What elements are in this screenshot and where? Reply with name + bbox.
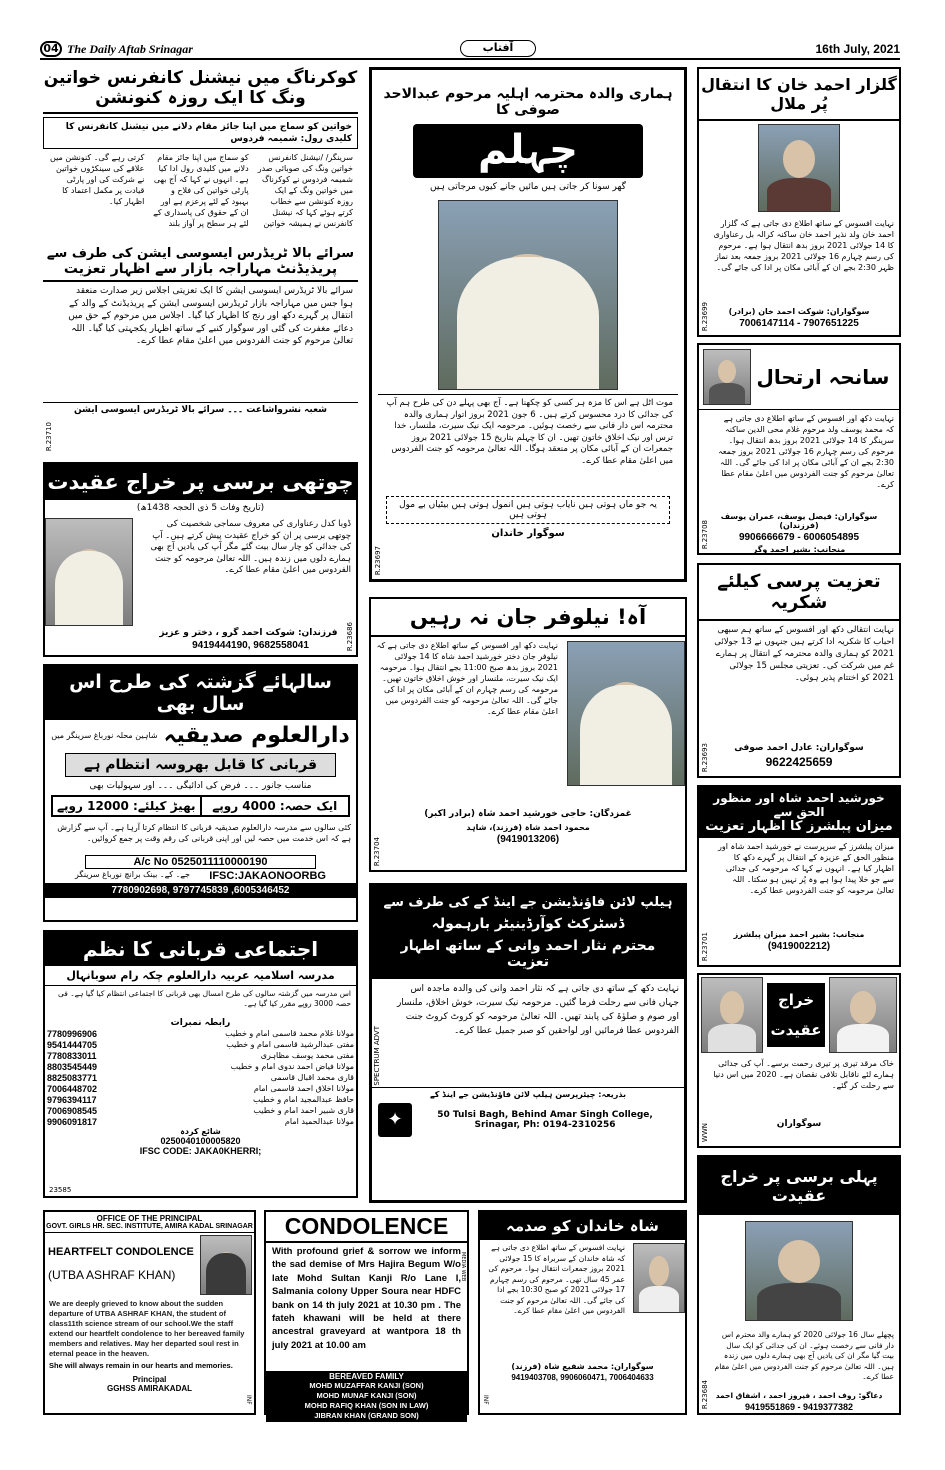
first-anniversary-heading: پہلی برسی پر خراج عقیدت — [699, 1157, 899, 1215]
principal-student-name: (UTBA ASHRAF KHAN) — [48, 1268, 176, 1282]
contact-phone: 8803545449 — [47, 1061, 98, 1072]
principal-sign: GGHSS AMIRAKADAL — [106, 1384, 193, 1393]
darululoom-qurbani: قربانی کا قابل بھروسہ انتظام ہے — [65, 753, 336, 777]
fourth-anniversary-sign: فرزندان: شوکت احمد گرو ، دختر و عزیز — [159, 628, 338, 638]
principal-condolence — [43, 1210, 256, 1415]
contact-name: قاری شبیر احمد امام و خطیب — [253, 1106, 354, 1115]
gulzar-phone: 7006147114 - 7907651225 — [739, 318, 859, 329]
contact-phone: 9541444705 — [47, 1039, 98, 1050]
fourth-anniversary-phone: 9419444190, 9682558041 — [192, 640, 309, 651]
helpline-condolence — [369, 883, 687, 1203]
contact-phone: 7780996906 — [47, 1028, 98, 1039]
contact-name: مفتی محمد یوسف مظاہری — [260, 1051, 354, 1060]
contact-row — [45, 1061, 356, 1072]
helpline-sign: بذریعہ: چیئرپرسن ہیلپ لائن فاؤنڈیشن جے اینڈ کے — [372, 1087, 684, 1101]
nilofar-sign: غمزدگان: حاجی خورشید احمد شاہ (برادر اکبر) — [424, 809, 632, 819]
darululoom-heading: سالہائے گزشتہ کی طرح اس سال بھی — [45, 666, 356, 720]
helpline-heading2: ڈسٹرکٹ کوآرڈینیٹر بارہمولہ — [431, 916, 625, 932]
first-anniversary-body: پچھلے سال 16 جولائی 2020 کو ہمارے والد محترم اس دار فانی سے رخصت ہوئے۔ ان کی جدائی کو ایک سال بیت گیا مگر ان کی یادیں آج بھی ہمارے دلوں میں زندہ ہیں۔ اللہ تعالیٰ مرحوم کو جنت الفردوس میں اعلیٰ مقام عطا کرے۔ — [714, 1330, 894, 1381]
masthead — [40, 40, 900, 60]
bar-society-body: سرائے بالا ٹریڈرس ایسوسی ایشن کا ایک تعزیتی اجلاس زیر صدارت منعقد ہوا جس میں مہاراجہ بازار ٹریڈرس ایسوسی ایشن کے پریذیڈنٹ کے والد کے انتقال پر گہرے دکھ اور رنج کا اظہار کیا گیا۔ اجلاس میں مرحوم کے حق میں دعائے مغفرت کی گئی اور سوگوار کنبے کے ساتھ اظہار یکجہتی کیا گیا۔ اللہ تعالیٰ مرحوم کو جنت الفردوس میں اعلیٰ مقام عطا کرے۔ — [68, 286, 353, 346]
helpline-address2: Srinagar, Ph: 0194-2310256 — [474, 1120, 616, 1130]
ijtemai-heading: اجتماعی قربانی کا نظم — [45, 932, 356, 966]
first-anniversary-tribute — [697, 1155, 901, 1415]
helpline-heading3: محترم نثار احمد وانی کے ساتھ اظہار تعزیت — [400, 938, 656, 970]
kokernag-heading: کوکرناگ میں نیشنل کانفرنس خواتین ونگ کا ایک روزہ کنونشن — [43, 67, 358, 114]
sanha-phone: 9906666679 - 6006054895 — [738, 532, 860, 543]
nilofar-code: R.23704 — [373, 836, 381, 866]
darululoom-note: مناسب جانور ۔۔۔ فرض کی ادائیگی ۔۔۔ اور سہولیات بھی — [89, 781, 312, 791]
publication-date: 16th July, 2021 — [815, 42, 900, 56]
family-member: JIBRAN KHAN (GRAND SON) — [314, 1411, 419, 1420]
contact-row — [45, 1050, 356, 1061]
ijtemai-contacts-table — [45, 1028, 356, 1127]
thanks-sign: سوگواران: عادل احمد صوفی — [734, 743, 864, 753]
contact-row — [45, 1083, 356, 1094]
fourth-anniversary-tribute — [43, 462, 358, 657]
principal-school: GOVT. GIRLS HR. SEC. INSTITUTE, AMIRA KADAL SRINAGAR — [45, 1223, 254, 1233]
shah-family-photo — [633, 1243, 685, 1313]
chehlum-title: چہلم — [413, 124, 643, 178]
helpline-spectrum: SPECTRUM ADVT — [373, 1026, 381, 1086]
ijtemai-acc-title: شائع کردہ — [180, 1127, 221, 1136]
darululoom-ifsc: IFSC:JAKAONOORBG — [209, 870, 326, 882]
small-tribute-sign: سوگواران — [776, 1119, 822, 1129]
darululoom-body: کئی سالوں سے مدرسہ دارالعلوم صدیقیہ قربانی کا انتظام کرتا آرہا ہے۔ آپ سے گزارش ہے کہ اس خدمت میں حصہ لیں اور اپنی قربانی کی رقم وقت پر جمع کروائیں۔ — [57, 823, 351, 843]
nilofar-phone: (9419013206) — [496, 834, 560, 845]
sanha-sign2: منجانب: بشیر احمد وگر — [752, 545, 846, 554]
contact-name: مولانا غلام محمد قاسمی امام و خطیب — [225, 1029, 354, 1038]
meezan-phone: (9419002212) — [767, 941, 831, 952]
gulzar-code: R.23699 — [701, 301, 709, 331]
fourth-anniversary-subheading: (تاریخ وفات 5 ذی الحجہ 1438ھ) — [136, 503, 265, 513]
ijtemai-code: 23585 — [49, 1186, 72, 1194]
small-tribute-code: WWN — [701, 1122, 709, 1142]
family-member: MOHD MUNAF KANJI (SON) — [316, 1391, 417, 1400]
meezan-sign: منجانب: بشیر احمد میزان پبلشرز — [733, 930, 865, 939]
shah-family-sign: سوگواران: محمد شفیع شاہ (فرزند) — [511, 1362, 654, 1371]
meezan-heading1: خورشید احمد شاہ اور منظور الحق سے — [713, 791, 885, 819]
fourth-anniversary-code: R.23686 — [346, 621, 354, 651]
kanji-family-list — [266, 1381, 467, 1421]
principal-code: INF — [245, 1395, 252, 1405]
contact-row — [45, 1028, 356, 1039]
bar-society-subheading: پریذیڈنٹ مہاراجہ بازار سے اظہار تعزیت — [63, 261, 338, 277]
page-number: 04 — [40, 41, 62, 57]
kokernag-body: سرینگر/ /نیشنل کانفرنس خواتین ونگ کی صوبائی صدر شمیمہ فردوس نے کوکرناگ میں خواتین ونگ کے ایک روزہ کنونشن سے خطاب کرتے ہوئے کہا کہ نیشنل کانفرنس نے ہمیشہ خواتین کو سماج میں اپنا جائز مقام دلانے میں کلیدی رول ادا کیا ہے۔ انہوں نے کہا کہ آج بھی پارٹی خواتین کی فلاح و بہبود کے لئے پرعزم ہے اور ان کے حقوق کی پاسداری کے لئے ہر سطح پر آواز بلند کرتی رہے گی۔ کنونشن میں علاقے کی سینکڑوں خواتین نے شرکت کی اور پارٹی قیادت پر مکمل اعتماد کا اظہار کیا۔ — [50, 153, 353, 229]
sanha-photo — [703, 349, 751, 405]
nilofar-sign2: محمود احمد شاہ (فرزند)، شاہد — [466, 823, 590, 832]
thanks-heading: تعزیت پرسی کیلئے شکریہ — [699, 565, 899, 621]
helpline-body: نہایت دکھ کے ساتھ دی جاتی ہے کہ نثار احمد وانی کی والدہ ماجدہ اس جہاں فانی سے رحلت فرما گئیں۔ مرحومہ نیک سیرت، خوش اخلاق، ملنسار اور صوم و صلوٰۃ کی پابند تھیں۔ اللہ تعالیٰ مرحومہ کو کروٹ کروٹ جنت الفردوس عطا فرمائیں اور لواحقین کو صبر جمیل عطا کرے۔ — [396, 984, 679, 1036]
darululoom-price2: بھیڑ کیلئے: 12000 روپے — [53, 797, 202, 815]
small-tribute-photo-right — [829, 977, 897, 1053]
ijtemai-intro: اس مدرسہ میں گزشتہ سالوں کی طرح امسال بھی قربانی کا اجتماعی انتظام کیا گیا ہے۔ فی حصہ 3000 روپے مقرر کیا گیا ہے۔ — [57, 989, 351, 1008]
helpline-logo-icon: ✦ — [378, 1103, 412, 1137]
kanji-condolence — [264, 1210, 469, 1420]
shah-family-heading: شاہ خاندان کو صدمہ — [480, 1212, 685, 1240]
ijtemai-contact-title: رابطہ نمبرات — [170, 1018, 231, 1028]
first-anniversary-photo — [745, 1221, 853, 1321]
principal-title: HEARTFELT CONDOLENCE — [48, 1246, 194, 1258]
kanji-body: With profound grief & sorrow we inform the sad demise of Mrs Hajira Begum W/o late Mohd Sultan Kanji R/o Lane I, Salmania colony Upper Soura near HDFC bank on 14 th july 2021 at 10.30 pm . The fateh khawani will be held at there ancestral graveyard at wantpora 18 th july 2021 at 10.00 am — [272, 1246, 461, 1351]
meezan-condolence — [697, 785, 901, 967]
kokernag-subheading: خواتین کو سماج میں اپنا جائز مقام دلانے میں نیشنل کانفرنس کا کلیدی رول: شمیمہ فردوس — [43, 117, 358, 149]
chehlum-body: موت اٹل ہے اس کا مزہ ہر کسی کو چکھنا ہے۔ آج بھی پہلے دن کی طرح ہم آپ کی جدائی کا درد محسوس کرتے ہیں۔ 6 جون 2021 بروز اتوار ہماری والدہ محترمہ اس دار فانی سے رخصت ہوئیں۔ مرحومہ ایک نیک سیرت، ملنسار، خدا ترس اور نیک اخلاق خاتون تھیں۔ ان کا چہلم بتاریخ 15 جولائی 2021 بروز جمعرات ان کے آبائی مکان پر منعقد ہوگا۔ اللہ تعالیٰ مرحومہ کو جنت الفردوس میں اعلیٰ مقام عطا کرے۔ — [378, 394, 678, 494]
bar-society-sign: شعبہ نشرواشاعت ۔۔۔ سرائے بالا ٹریڈرس ایسوسی ایشن — [43, 402, 358, 417]
first-anniversary-code: R.23684 — [701, 1379, 709, 1409]
thanks-notice — [697, 563, 901, 778]
contact-row — [45, 1094, 356, 1105]
chehlum-sign: سوگوار خاندان — [491, 528, 565, 539]
bar-society-heading: سرائے بالا ٹریڈرس ایسوسی ایشن کی طرف سے — [46, 246, 355, 261]
contact-phone: 7780833011 — [47, 1050, 97, 1061]
sanha-heading: سانحہ ارتحال — [756, 365, 890, 389]
fourth-anniversary-heading: چوتھی برسی پر خراج عقیدت — [45, 464, 356, 500]
darululoom-place: شاہین محلہ نورباغ سرینگر میں — [51, 731, 158, 740]
darululoom-price1: ایک حصہ: 4000 روپے — [212, 799, 338, 813]
gulzar-photo — [758, 124, 840, 212]
chehlum-photo — [438, 200, 618, 390]
kanji-family-title: BEREAVED FAMILY — [329, 1372, 404, 1381]
contact-phone: 9906091817 — [47, 1116, 98, 1127]
principal-body: We are deeply grieved to know about the sudden departure of UTBA ASHRAF KHAN, the student of class11th science stream of our school.We the staff extend our heartfelt condolence to her bereaved family members and relatives. May her departed soul rest in eternal peace in the heaven. — [49, 1299, 245, 1358]
sanha-body: نہایت دکھ اور افسوس کے ساتھ اطلاع دی جاتی ہے کہ محمد یوسف ولد مرحوم غلام محی الدین ساکنہ سرینگر کا 14 جولائی 2021 بروز بدھ انتقال ہوا۔ مرحوم کی رسم چہارم 16 جولائی 2021 بروز جمعہ 2:30 بجے ان کے آبائی مکان پر ادا کی جائے گی۔ اللہ تعالیٰ مرحوم کو جنت الفردوس میں اعلیٰ مقام عطا کرے۔ — [718, 414, 894, 489]
contact-row — [45, 1072, 356, 1083]
contact-name: مولانا عبدالحمید امام — [284, 1117, 354, 1126]
chehlum-verse: یہ جو ماں ہوتی ہیں نایاب ہوتی ہیں انمول ہوتی ہیں بیٹیاں بے مول ہوتی ہیں — [386, 496, 670, 524]
sanha-sign: سوگواران: فیصل یوسف، عمران یوسف (فرزندان) — [720, 512, 878, 530]
sanha-obituary — [697, 343, 901, 555]
darululoom-title: دارالعلوم صدیقیہ — [163, 723, 350, 748]
small-tribute-photo-left — [701, 977, 763, 1053]
contact-name: مولانا اخلاق احمد قاسمی امام — [253, 1084, 354, 1093]
darululoom-ad — [43, 664, 358, 922]
family-member: MOHD RAFIQ KHAN (SON IN LAW) — [304, 1401, 429, 1410]
gulzar-sign: سوگواران: شوکت احمد خان (برادر) — [728, 307, 870, 316]
nilofar-heading: آہ! نیلوفر جان نہ رہیں — [371, 599, 685, 637]
contact-name: قاری محمد اقبال قاسمی — [270, 1073, 354, 1082]
small-tribute-title: خراج عقیدت — [767, 983, 825, 1047]
thanks-phone: 9622425659 — [765, 755, 833, 769]
principal-body2: She will always remain in our hearts and memories. — [49, 1361, 233, 1370]
ijtemai-subheading: مدرسہ اسلامیہ عربیہ دارالعلوم چکہ رام سوبانہال — [45, 966, 356, 986]
kanji-heading: CONDOLENCE — [266, 1212, 467, 1243]
contact-row — [45, 1039, 356, 1050]
gulzar-obituary — [697, 67, 901, 337]
chehlum-tagline: گھر سونا کر جاتی ہیں مائیں جانے کیوں مرجاتی ہیں — [430, 182, 626, 192]
kokernag-article — [43, 67, 358, 242]
family-member: MOHD MUZAFFAR KANJI (SON) — [309, 1381, 424, 1390]
contact-phone: 8825083771 — [47, 1072, 98, 1083]
shah-family-body: نہایت افسوس کے ساتھ اطلاع دی جاتی ہے کہ شاہ خاندان کے سربراہ کا 15 جولائی 2021 بروز جمعرات انتقال ہوا۔ مرحوم کی عمر 45 سال تھی۔ مرحوم کی رسم چہارم 17 جولائی 2021 کو صبح 10:30 بجے ادا کی جائے گی۔ اللہ تعالیٰ مرحوم کو جنت الفردوس میں اعلیٰ مقام عطا کرے۔ — [488, 1243, 625, 1315]
chehlum-ad — [369, 67, 687, 582]
contact-name: حافظ عبدالمجید امام و خطیب — [253, 1095, 354, 1104]
contact-phone: 9796394117 — [47, 1094, 97, 1105]
shah-family-phones: 9419403708, 9906060471, 7006404633 — [511, 1373, 654, 1382]
shah-family-obituary — [478, 1210, 687, 1415]
chehlum-heading: ہماری والدہ محترمہ اہلیہ مرحوم عبدالاحد صوفی کا — [383, 86, 673, 118]
sanha-code: R.23708 — [701, 519, 709, 549]
bar-society-code: R.23710 — [45, 421, 53, 451]
principal-office: OFFICE OF THE PRINCIPAL — [96, 1214, 203, 1223]
newspaper-logo: آفتاب — [460, 40, 536, 57]
first-anniversary-phone: 9419551869 - 9419377382 — [744, 1402, 854, 1412]
chehlum-code: R.23697 — [374, 545, 382, 575]
helpline-address: 50 Tulsi Bagh, Behind Amar Singh College, — [437, 1110, 653, 1120]
small-tribute — [697, 973, 901, 1148]
contact-name: مفتی عبدالرشید قاسمی امام و خطیب — [226, 1040, 354, 1049]
fourth-anniversary-body: ڈوبا کدل رعناواری کی معروف سماجی شخصیت کی چوتھی برسی پر ان کو خراج عقیدت پیش کرتے ہیں۔ آپ کی جدائی کو چار سال بیت گئے مگر آپ کی یادیں آج بھی ہمارے دلوں میں زندہ ہیں۔ اللہ تعالیٰ مرحومہ کو جنت الفردوس میں اعلیٰ مقام عطا کرے۔ — [150, 519, 351, 575]
gulzar-heading: گلزار احمد خان کا انتقال پُر ملال — [699, 69, 899, 121]
ijtemai-ifsc: IFSC CODE: JAKA0KHERRI; — [139, 1146, 262, 1156]
thanks-code: R.23693 — [701, 742, 709, 772]
contact-phone: 7006448702 — [47, 1083, 98, 1094]
shah-family-code: INF — [482, 1395, 489, 1405]
bar-society-notice — [43, 243, 358, 455]
principal-student-photo — [200, 1235, 252, 1295]
small-tribute-body: خاک مرقد تیری پر تیری رحمت برسے۔ آپ کی جدائی ہمارے لئے ناقابل تلافی نقصان ہے۔ 2020 میں اس دنیا سے رحلت کر گئے۔ — [713, 1059, 894, 1090]
nilofar-photo — [567, 641, 685, 786]
paper-name: The Daily Aftab Srinagar — [67, 42, 193, 56]
ijtemai-account: 0250040100005820 — [160, 1136, 241, 1146]
kanji-code: MEDIA WEB — [460, 1252, 466, 1282]
principal-sign-title: Principal — [132, 1375, 167, 1384]
darululoom-bank: جے۔ کے۔ بینک برانچ نورباغ سرینگر — [75, 870, 190, 879]
nilofar-body: نہایت دکھ اور افسوس کے ساتھ اطلاع دی جاتی ہے کہ نیلوفر جان دختر خورشید احمد شاہ کا 14 جولائی 2021 بروز بدھ صبح 11:00 بجے انتقال ہوا۔ مرحومہ ایک نیک سیرت، ملنسار اور خوش اخلاق خاتون تھیں۔ مرحومہ کی رسم چہارم ان کے آبائی مکان پر ادا کی جائے گی۔ اللہ تعالیٰ مرحومہ کو جنت الفردوس میں اعلیٰ مقام عطا کرے۔ — [376, 641, 558, 716]
gulzar-body: نہایت افسوس کے ساتھ اطلاع دی جاتی ہے کہ گلزار احمد خان ولد نذیر احمد خان ساکنہ کرالہ بل رعناواری کا 14 جولائی 2021 بروز بدھ انتقال ہوا ہے۔ مرحوم کی رسم چہارم 16 جولائی 2021 بروز جمعہ بعد نماز ظہر 2:30 بجے ان کے آبائی مکان پر ادا کی جائے گی۔ — [713, 219, 894, 272]
helpline-heading1: ہیلپ لائن فاؤنڈیشن جے اینڈ کے کی طرف سے — [383, 895, 673, 910]
darululoom-phones: 7780902698, 9797745839 ,6005346452 — [45, 883, 356, 898]
contact-phone: 7006908545 — [47, 1105, 98, 1116]
darululoom-account: A/c No 0525011110000190 — [85, 855, 316, 869]
nilofar-obituary — [369, 597, 687, 872]
contact-row — [45, 1116, 356, 1127]
contact-name: مولانا فیاض احمد ندوی امام و خطیب — [230, 1062, 354, 1071]
fourth-anniversary-photo — [45, 518, 133, 626]
meezan-body: میزان پبلشرز کے سرپرست نے خورشید احمد شاہ اور منظور الحق کے عزیزہ کے انتقال پر گہرے دکھ کا اظہار کیا ہے۔ انہوں نے کہا کہ مرحومہ کی جدائی سے جو خلا پیدا ہوا ہے وہ پُر نہیں ہو سکتا۔ اللہ تعالیٰ مرحومہ کو جنت الفردوس عطا کرے۔ — [717, 842, 894, 895]
meezan-heading2: میزان پبلشرز کا اظہار تعزیت — [705, 819, 893, 834]
thanks-body: نہایت انتقالی دکھ اور افسوس کے ساتھ ہم سبھی احباب کا شکریہ ادا کرتے ہیں جنہوں نے 13 جولائی 2021 کو ہماری والدہ محترمہ کے انتقال پر ہمارے غم میں شرکت کی۔ تعزیتی مجلس 15 جولائی 2021 کو اختتام پذیر ہوئی۔ — [714, 625, 894, 683]
contact-row — [45, 1105, 356, 1116]
meezan-code: R.23701 — [701, 931, 709, 961]
ijtemai-qurbani-ad — [43, 930, 358, 1198]
first-anniversary-sign: دعاگو: روف احمد ، فیروز احمد ، اشفاق احمد — [715, 1391, 883, 1400]
